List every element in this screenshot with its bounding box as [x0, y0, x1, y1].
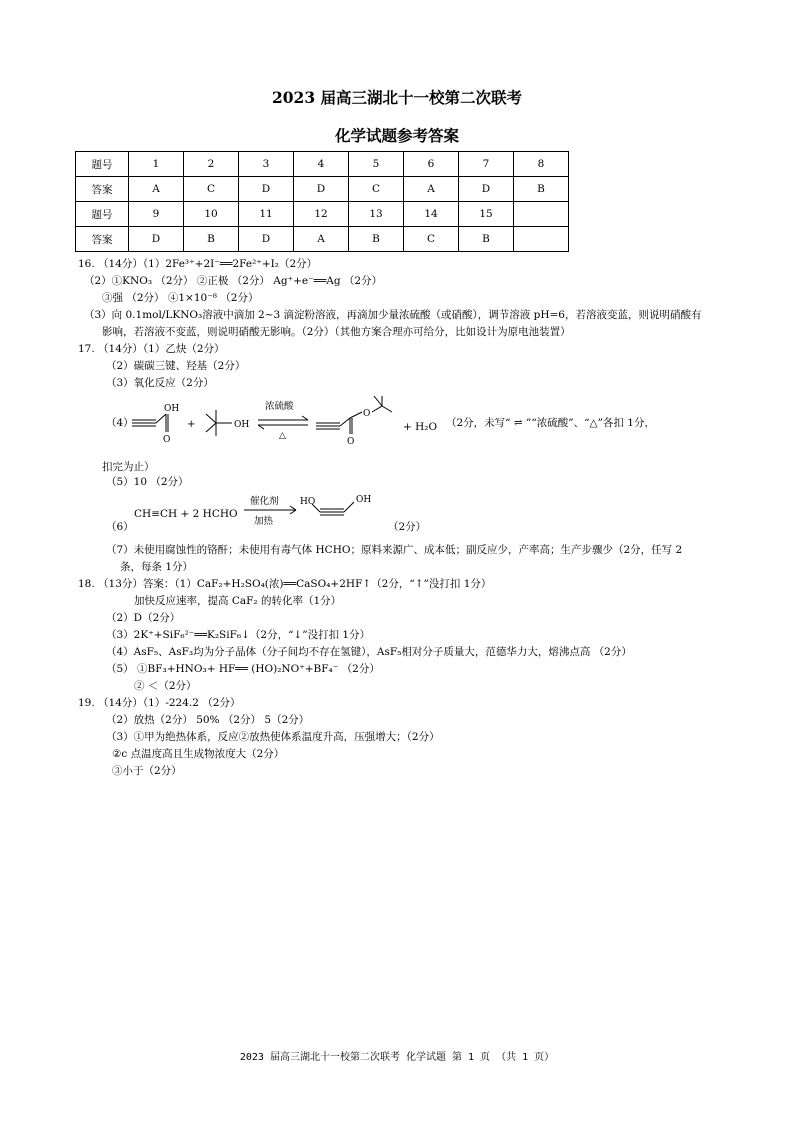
heating-condition: 加热 — [254, 516, 274, 527]
answer-table-cell-question-number — [514, 202, 569, 227]
answer-table-cell-answer: B — [184, 227, 239, 252]
catalyst-condition: 催化剂 — [250, 496, 279, 507]
water-product: + H₂O — [403, 421, 438, 433]
q17-6-label: （6） — [106, 521, 134, 533]
reaction-condition-acid: 浓硫酸 — [265, 401, 294, 412]
butynediol-structure — [312, 502, 354, 515]
q19-line-3: （3）①甲为绝热体系，反应②放热使体系温度升高，压强增大；（2分） — [106, 731, 440, 743]
q18-line-3: （2）D（2分） — [106, 612, 181, 624]
carboxyl-oh: OH — [164, 404, 180, 414]
answer-table-cell-answer: B — [459, 227, 514, 252]
answer-table-cell-answer: A — [404, 177, 459, 202]
page-footer: 2023 届高三湖北十一校第二次联考 化学试题 第 1 页 （共 1 页） — [239, 1052, 555, 1063]
q17-line-7b: 条，每条 1分） — [120, 561, 194, 573]
plus-sign: + — [187, 419, 196, 430]
answer-table-cell-question-number: 4 — [294, 152, 349, 177]
page-subtitle: 化学试题参考答案 — [334, 126, 459, 145]
q18-line-4: （3）2K⁺+SiF₆²⁻══K₂SiF₆↓（2分，“↓”没打扣 1分） — [106, 629, 371, 641]
answer-table-row-header: 题号 — [76, 202, 129, 227]
page-title: 2023 届高三湖北十一校第二次联考 — [271, 88, 523, 107]
answer-table-cell-question-number: 9 — [129, 202, 184, 227]
q18-line-6: （5） ①BF₃+HNO₃+ HF══ (HO)₂NO⁺+BF₄⁻ （2分） — [106, 663, 380, 675]
q16-line-1: 16. （14分）（1）2Fe³⁺+2I⁻══2Fe²⁺+I₂（2分） — [78, 258, 318, 270]
answer-table-cell-answer: A — [294, 227, 349, 252]
q18-line-1: 18. （13分）答案：（1）CaF₂+H₂SO₄(浓)══CaSO₄+2HF↑（2分，“↑”没打扣 1分） — [78, 578, 492, 590]
q16-line-3: ③强 （2分） ④1×10⁻⁸ （2分） — [102, 292, 259, 304]
q16-line-4: （3）向 0.1mol/LKNO₃溶液中滴加 2~3 滴淀粉溶液，再滴加少量浓硫酸（或硝酸），调节溶液 pH=6，若溶液变蓝，则说明硝酸有 — [84, 309, 702, 321]
q17-6-score: （2分） — [388, 521, 427, 533]
answer-table-cell-question-number: 6 — [404, 152, 459, 177]
answer-table-cell-question-number: 13 — [349, 202, 404, 227]
q17-line-7: （7）未使用腐蚀性的铬酐；未使用有毒气体 HCHO；原料来源广、成本低；副反应少，产率高；生产步骤少（2分，任写 2 — [106, 544, 683, 556]
butynediol-ho: HO — [300, 497, 316, 507]
answer-table-row — [76, 202, 569, 227]
reaction-condition-heat: △ — [279, 431, 286, 441]
answer-table-cell-answer: D — [459, 177, 514, 202]
carboxyl-o: O — [163, 435, 171, 445]
q19-line-4: ②c 点温度高且生成物浓度大（2分） — [112, 748, 285, 760]
propiolic-acid-structure — [132, 414, 168, 432]
answer-table-cell-answer — [514, 227, 569, 252]
answer-table-cell-answer: D — [129, 227, 184, 252]
answer-table-cell-question-number: 15 — [459, 202, 514, 227]
esterification-scheme — [130, 396, 420, 449]
answer-table-cell-question-number: 5 — [349, 152, 404, 177]
answer-table-row — [76, 227, 569, 252]
answer-table-cell-question-number: 1 — [129, 152, 184, 177]
tert-butanol-structure — [206, 410, 232, 436]
answer-table-cell-answer: D — [239, 177, 294, 202]
answer-table-row — [76, 177, 569, 202]
q16-line-2: （2）①KNO₃ （2分） ②正极 （2分） Ag⁺+e⁻══Ag （2分） — [84, 275, 383, 287]
answer-table-cell-question-number: 11 — [239, 202, 294, 227]
answer-table-cell-answer: D — [294, 177, 349, 202]
q17-line-3: （3）氧化反应（2分） — [106, 377, 214, 389]
answer-table-cell-answer: B — [514, 177, 569, 202]
answer-table-cell-question-number: 3 — [239, 152, 294, 177]
q18-line-7: ② ＜（2分） — [134, 680, 197, 692]
answer-table-cell-answer: C — [404, 227, 459, 252]
ester-o: O — [363, 409, 371, 419]
q16-line-5: 影响，若溶液不变蓝，则说明硝酸无影响。（2分）（其他方案合理亦可给分，比如设计为原电池装置） — [102, 326, 571, 338]
q17-6-reactants: CH≡CH + 2 HCHO — [134, 508, 238, 520]
reaction-arrow — [244, 506, 296, 514]
answer-table-cell-question-number: 7 — [459, 152, 514, 177]
butynediol-scheme — [244, 492, 394, 535]
answer-table-row-header: 题号 — [76, 152, 129, 177]
answer-table-row-header: 答案 — [76, 227, 129, 252]
q17-4-note: （2分，未写“ ⇌ ”“浓硫酸”、“△”各扣 1分， — [446, 417, 655, 429]
answer-table-cell-answer: B — [349, 227, 404, 252]
answer-table-cell-answer: C — [349, 177, 404, 202]
answer-table-cell-question-number: 2 — [184, 152, 239, 177]
q17-line-2: （2）碳碳三键、羟基（2分） — [106, 360, 246, 372]
ester-product-structure — [316, 396, 392, 434]
answer-table-cell-question-number: 8 — [514, 152, 569, 177]
answer-table-cell-question-number: 14 — [404, 202, 459, 227]
answer-table-cell-question-number: 12 — [294, 202, 349, 227]
q17-line-5: （5）10 （2分） — [106, 476, 189, 488]
q17-4-label: （4） — [106, 417, 134, 429]
answer-table-cell-answer: D — [239, 227, 294, 252]
q17-line-1: 17. （14分）（1）乙炔（2分） — [78, 343, 225, 355]
q18-line-2: 加快反应速率，提高 CaF₂ 的转化率（1分） — [134, 595, 342, 607]
reversible-arrow — [258, 416, 308, 429]
answer-table-cell-answer: C — [184, 177, 239, 202]
answer-table-cell-question-number: 10 — [184, 202, 239, 227]
q17-4-note-cont: 扣完为止） — [102, 461, 155, 473]
answer-table — [75, 151, 569, 252]
answer-table-row — [76, 152, 569, 177]
q19-line-1: 19. （14分）（1）-224.2 （2分） — [78, 697, 241, 709]
ester-carbonyl-o: O — [347, 437, 355, 447]
q19-line-2: （2）放热（2分） 50% （2分） 5（2分） — [106, 714, 310, 726]
tert-butanol-oh: OH — [234, 420, 250, 430]
answer-table-row-header: 答案 — [76, 177, 129, 202]
q19-line-5: ③小于（2分） — [112, 765, 182, 777]
answer-table-cell-answer: A — [129, 177, 184, 202]
q18-line-5: （4）AsF₅、AsF₃均为分子晶体（分子间均不存在氢键），AsF₅相对分子质量大，范德华力大，熔沸点高 （2分） — [106, 646, 632, 658]
butynediol-oh: OH — [356, 495, 372, 505]
